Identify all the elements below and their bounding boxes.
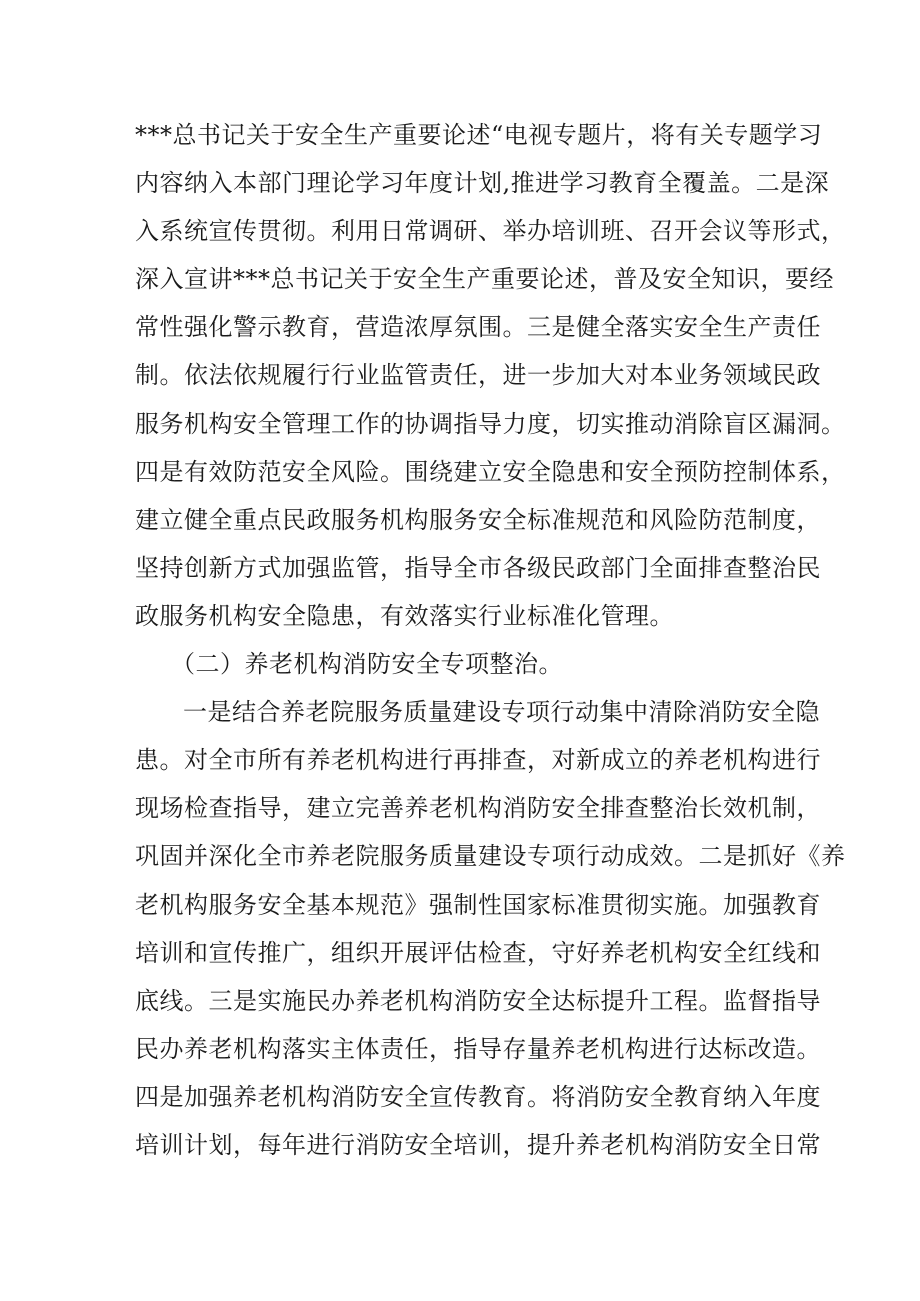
text-line: 四是有效防范安全风险。围绕建立安全隐患和安全预防控制体系， [135,457,846,486]
text-line: 四是加强养老机构消防安全宣传教育。将消防安全教育纳入年度 [135,1082,821,1111]
text-line: 常性强化警示教育，营造浓厚氛围。三是健全落实安全生产责任 [135,313,821,342]
text-line: 患。对全市所有养老机构进行再排查，对新成立的养老机构进行 [135,746,821,775]
text-line: 一是结合养老院服务质量建设专项行动集中清除消防安全隐 [183,698,820,727]
section-heading-text: （二）养老机构消防安全专项整治。 [171,650,563,679]
text-line: 内容纳入本部门理论学习年度计划,推进学习教育全覆盖。二是深 [135,169,830,198]
text-line: 入系统宣传贯彻。利用日常调研、举办培训班、召开会议等形式， [135,217,846,246]
text-line: 深入宣讲***总书记关于安全生产重要论述，普及安全知识，要经 [135,265,834,294]
section-heading [135,640,810,688]
text-line: 服务机构安全管理工作的协调指导力度，切实推动消除盲区漏洞。 [135,409,846,438]
body-paragraph-1 [135,111,846,640]
text-line: 制。依法依规履行行业监管责任，进一步加大对本业务领域民政 [135,361,821,390]
text-line: 巩固并深化全市养老院服务质量建设专项行动成效。二是抓好《养 [135,842,846,871]
text-line: 培训计划，每年进行消防安全培训，提升养老机构消防安全日常 [135,1130,821,1159]
text-line: ***总书记关于安全生产重要论述“电视专题片，将有关专题学习 [135,121,823,149]
body-paragraph-2 [135,688,846,1169]
text-line: 现场检查指导，建立完善养老机构消防安全排查整治长效机制， [135,794,821,823]
text-line: 底线。三是实施民办养老机构消防安全达标提升工程。监督指导 [135,986,821,1015]
text-line: 民办养老机构落实主体责任，指导存量养老机构进行达标改造。 [135,1034,821,1063]
text-line: 老机构服务安全基本规范》强制性国家标准贯彻实施。加强教育 [135,890,821,919]
text-line: 建立健全重点民政服务机构服务安全标准规范和风险防范制度， [135,505,821,534]
text-line: 培训和宣传推广，组织开展评估检查，守好养老机构安全红线和 [135,938,821,967]
text-line: 政服务机构安全隐患，有效落实行业标准化管理。 [135,601,674,630]
text-line: 坚持创新方式加强监管，指导全市各级民政部门全面排查整治民 [135,553,821,582]
